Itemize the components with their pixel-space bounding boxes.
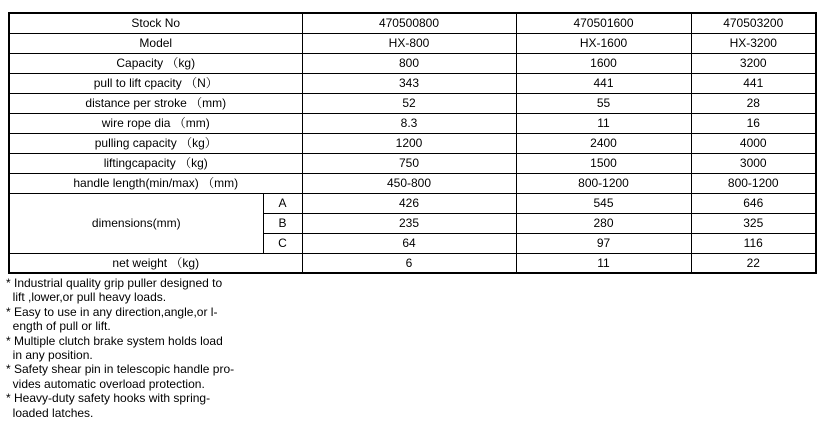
footnote-line: in any position.: [6, 348, 93, 363]
row-label: liftingcapacity （kg): [9, 153, 302, 173]
cell-value: 426: [302, 193, 516, 213]
table-row-handle-length: [9, 173, 816, 193]
row-label: distance per stroke （mm): [9, 93, 302, 113]
row-label: pull to lift cpacity （N）: [9, 73, 302, 93]
cell-value: 450-800: [302, 173, 516, 193]
cell-value: 545: [516, 193, 691, 213]
cell-value: 3200: [691, 53, 816, 73]
cell-value: 22: [691, 253, 816, 273]
row-label-dimensions: dimensions(mm): [9, 193, 263, 253]
row-label: Stock No: [9, 13, 302, 33]
cell-value: 55: [516, 93, 691, 113]
footnote-line: loaded latches.: [6, 405, 94, 420]
cell-value: HX-800: [302, 33, 516, 53]
cell-value: 116: [691, 233, 816, 253]
cell-value: 800-1200: [691, 173, 816, 193]
cell-value: 1500: [516, 153, 691, 173]
cell-value: HX-1600: [516, 33, 691, 53]
cell-value: 64: [302, 233, 516, 253]
cell-value: 4000: [691, 133, 816, 153]
footnote-line: vides automatic overload protection.: [6, 376, 205, 391]
footnote-line: * Industrial quality grip puller designed to: [6, 276, 223, 290]
row-label: wire rope dia （mm): [9, 113, 302, 133]
cell-value: 800-1200: [516, 173, 691, 193]
cell-value: 8.3: [302, 113, 516, 133]
row-label: handle length(min/max) （mm): [9, 173, 302, 193]
cell-value: 441: [691, 73, 816, 93]
cell-value: 280: [516, 213, 691, 233]
table-row-pulling-capacity: [9, 133, 816, 153]
cell-value: 11: [516, 253, 691, 273]
table-row-pull-to-lift: [9, 73, 816, 93]
cell-value: 1200: [302, 133, 516, 153]
cell-value: 28: [691, 93, 816, 113]
cell-value: HX-3200: [691, 33, 816, 53]
footnote-line: ength of pull or lift.: [6, 319, 111, 334]
dimension-sub-label: A: [263, 193, 302, 213]
footnote-line: * Safety shear pin in telescopic handle pro-: [6, 362, 235, 377]
spec-table: [8, 12, 817, 274]
table-row-net-weight: [9, 253, 816, 273]
footnote-line: * Easy to use in any direction,angle,or l-: [6, 304, 218, 319]
table-row-capacity: [9, 53, 816, 73]
cell-value: 97: [516, 233, 691, 253]
table-row-distance-per-stroke: [9, 93, 816, 113]
table-row-stock-no: [9, 13, 816, 33]
cell-value: 1600: [516, 53, 691, 73]
footnotes-block: [6, 276, 234, 420]
table-row-wire-rope-dia: [9, 113, 816, 133]
table-row-dimension-a: [9, 193, 816, 213]
cell-value: 646: [691, 193, 816, 213]
row-label: pulling capacity （kg）: [9, 133, 302, 153]
dimension-sub-label: B: [263, 213, 302, 233]
cell-value: 800: [302, 53, 516, 73]
table-row-model: [9, 33, 816, 53]
row-label: Capacity （kg): [9, 53, 302, 73]
cell-value: 441: [516, 73, 691, 93]
cell-value: 3000: [691, 153, 816, 173]
cell-value: 750: [302, 153, 516, 173]
cell-value: 325: [691, 213, 816, 233]
cell-value: 2400: [516, 133, 691, 153]
cell-value: 343: [302, 73, 516, 93]
footnote-line: * Multiple clutch brake system holds load: [6, 333, 223, 348]
cell-value: 470503200: [691, 13, 816, 33]
cell-value: 235: [302, 213, 516, 233]
table-row-lifting-capacity: [9, 153, 816, 173]
row-label: net weight （kg): [9, 253, 302, 273]
cell-value: 16: [691, 113, 816, 133]
footnote-line: * Heavy-duty safety hooks with spring-: [6, 391, 211, 406]
footnote-line: lift ,lower,or pull heavy loads.: [6, 290, 167, 305]
cell-value: 470501600: [516, 13, 691, 33]
row-label: Model: [9, 33, 302, 53]
cell-value: 11: [516, 113, 691, 133]
dimension-sub-label: C: [263, 233, 302, 253]
cell-value: 52: [302, 93, 516, 113]
cell-value: 6: [302, 253, 516, 273]
cell-value: 470500800: [302, 13, 516, 33]
